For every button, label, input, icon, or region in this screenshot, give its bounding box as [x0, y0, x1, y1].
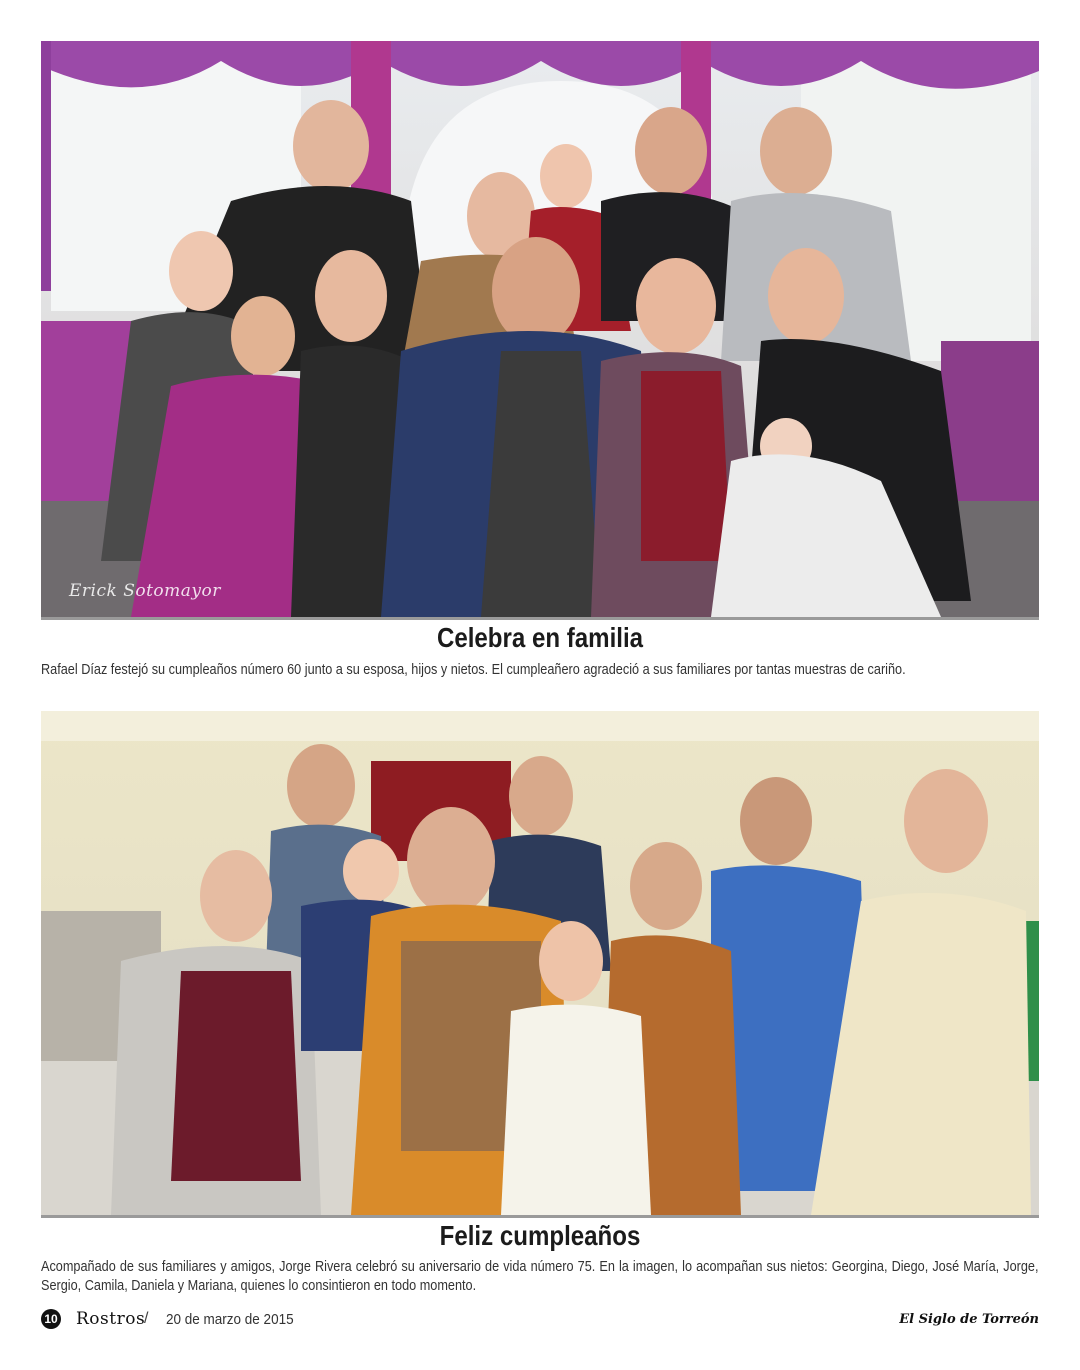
story-1-headline: Celebra en familia — [436, 622, 644, 653]
family-photo-2 — [41, 711, 1039, 1218]
page-footer — [41, 1309, 1039, 1333]
family-photo-2-illustration — [41, 711, 1039, 1215]
story-1-caption: Rafael Díaz festejó su cumpleaños número 60 junto a su esposa, hijos y nietos. El cumpleañero agradeció a sus familiares por tantas muestras de cariño. — [41, 662, 906, 678]
family-photo-1-illustration — [41, 41, 1039, 617]
publication-date: 20 de marzo de 2015 — [166, 1311, 294, 1328]
publication-name: El Siglo de Torreón — [899, 1312, 1039, 1327]
family-photo-1 — [41, 41, 1039, 620]
page-number: 10 — [41, 1309, 61, 1329]
story-2-headline: Feliz cumpleaños — [439, 1220, 641, 1251]
footer-separator: / — [144, 1310, 149, 1327]
story-2-caption: Acompañado de sus familiares y amigos, Jorge Rivera celebró su aniversario de vida número 75. En la imagen, lo acompañan sus nietos: Georgina, Diego, José María, Jorge, Sergio, Camila, Daniela y Mariana, quienes lo consintieron en todo momento. — [41, 1259, 1039, 1294]
photo-credit: Erick Sotomayor — [69, 581, 221, 601]
section-name: Rostros — [76, 1309, 146, 1329]
